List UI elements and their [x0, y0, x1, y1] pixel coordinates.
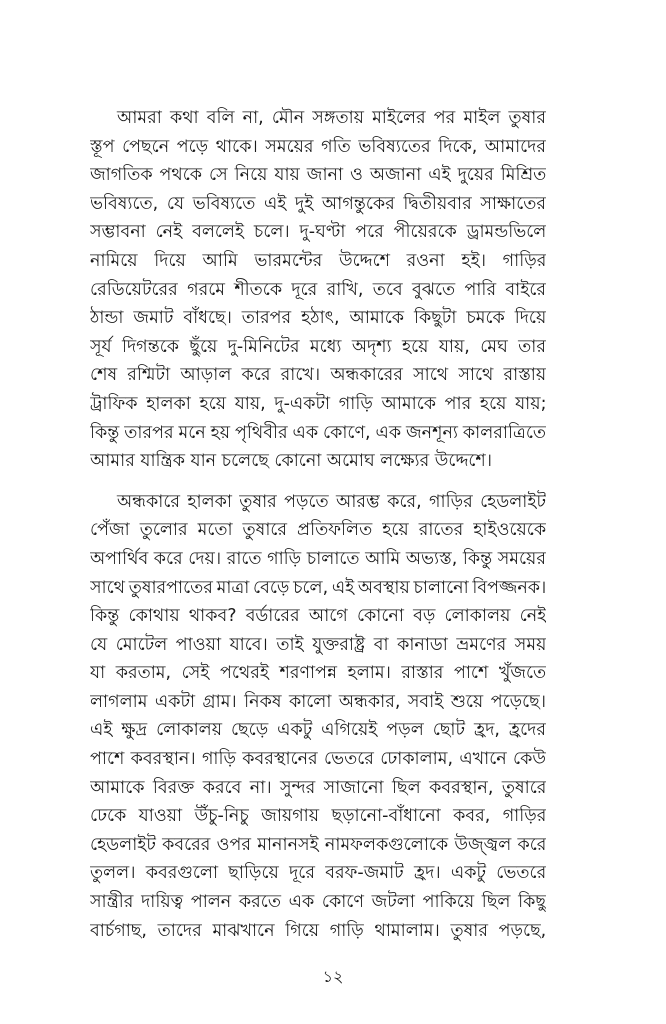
text-line: নামিয়ে দিয়ে আমি ভারমন্টের উদ্দেশে রওনা হই। গাড়ির	[90, 250, 546, 271]
text-line: পাশে কবরস্থান। গাড়ি কবরস্থানের ভেতরে ঢোকালাম, এখানে কেউ	[90, 749, 546, 770]
text-line: হেডলাইট কবরের ওপর মানানসই নামফলকগুলোকে উজ্জ্বল করে	[90, 834, 546, 855]
text-line: কিন্তু তারপর মনে হয় পৃথিবীর এক কোণে, এক জনশূন্য কালরাত্রিতে	[90, 422, 546, 443]
text-line: কিন্তু কোথায় থাকব? বর্ডারের আগে কোনো বড় লোকালয় নেই	[90, 606, 546, 627]
text-line: ভবিষ্যতে, যে ভবিষ্যতে এই দুই আগন্তুকের দ্বিতীয়বার সাক্ষাতের	[90, 193, 546, 214]
text-line: রেডিয়েটরের গরমে শীতকে দূরে রাখি, তবে বুঝতে পারি বাইরে	[90, 279, 546, 300]
text-line: এই ক্ষুদ্র লোকালয় ছেড়ে একটু এগিয়েই পড়ল ছোট হ্রদ, হ্রদের	[90, 720, 546, 741]
text-line: ঢেকে যাওয়া উঁচু-নিচু জায়গায় ছড়ানো-বাঁধানো কবর, গাড়ির	[90, 806, 546, 827]
text-line: তুলল। কবরগুলো ছাড়িয়ে দূরে বরফ-জমাট হ্রদ। একটু ভেতরে	[90, 863, 546, 884]
text-line: পেঁজা তুলোর মতো তুষারে প্রতিফলিত হয়ে রাতের হাইওয়েকে	[90, 520, 546, 541]
text-line: বার্চগাছ, তাদের মাঝখানে গিয়ে গাড়ি থামালাম। তুষার পড়ছে,	[90, 920, 546, 941]
text-line: শেষ রশ্মিটা আড়াল করে রাখে। অন্ধকারের সাথে সাথে রাস্তায়	[90, 365, 546, 386]
text-line: আমার যান্ত্রিক যান চলেছে কোনো অমোঘ লক্ষ্যের উদ্দেশে।	[90, 451, 493, 472]
text-line: অপার্থিব করে দেয়। রাতে গাড়ি চালাতে আমি অভ্যস্ত, কিন্তু সময়ের	[90, 548, 546, 569]
text-line: অন্ধকারে হালকা তুষার পড়তে আরম্ভ করে, গাড়ির হেডলাইট	[117, 491, 546, 512]
text-line: যা করতাম, সেই পথেরই শরণাপন্ন হলাম। রাস্তার পাশে খুঁজতে	[90, 663, 546, 684]
text-line: লাগলাম একটা গ্রাম। নিকষ কালো অন্ধকার, সবাই শুয়ে পড়েছে।	[90, 691, 546, 712]
text-line: ঠান্ডা জমাট বাঁধছে। তারপর হঠাৎ, আমাকে কিছুটা চমকে দিয়ে	[90, 308, 546, 329]
paragraph-2	[90, 488, 546, 946]
text-line: আমাকে বিরক্ত করবে না। সুন্দর সাজানো ছিল কবরস্থান, তুষারে	[90, 777, 546, 798]
paragraph-1	[90, 104, 546, 476]
text-line: স্তূপ পেছনে পড়ে থাকে। সময়ের গতি ভবিষ্যতের দিকে, আমাদের	[90, 136, 546, 157]
body-text	[90, 104, 546, 945]
text-line: সূর্য দিগন্তকে ছুঁয়ে দু-মিনিটের মধ্যে অদৃশ্য হয়ে যায়, মেঘ তার	[90, 336, 546, 357]
text-line: যে মোটেল পাওয়া যাবে। তাই যুক্তরাষ্ট্র বা কানাডা ভ্রমণের সময়	[90, 634, 546, 655]
text-line: ট্রাফিক হালকা হয়ে যায়, দু-একটা গাড়ি আমাকে পার হয়ে যায়;	[90, 393, 546, 414]
text-line: সান্ত্রীর দায়িত্ব পালন করতে এক কোণে জটলা পাকিয়ে ছিল কিছু	[90, 892, 546, 913]
text-line: সম্ভাবনা নেই বললেই চলে। দু-ঘণ্টা পরে পীয়েরকে ড্রামন্ডভিলে	[90, 222, 546, 243]
text-line: আমরা কথা বলি না, মৌন সঙ্গতায় মাইলের পর মাইল তুষার	[117, 108, 546, 128]
page-number: ১২	[322, 967, 344, 986]
text-line: জাগতিক পথকে সে নিয়ে যায় জানা ও অজানা এই দুয়ের মিশ্রিত	[90, 165, 546, 186]
text-line: সাথে তুষারপাতের মাত্রা বেড়ে চলে, এই অবস্থায় চালানো বিপজ্জনক।	[90, 577, 546, 598]
